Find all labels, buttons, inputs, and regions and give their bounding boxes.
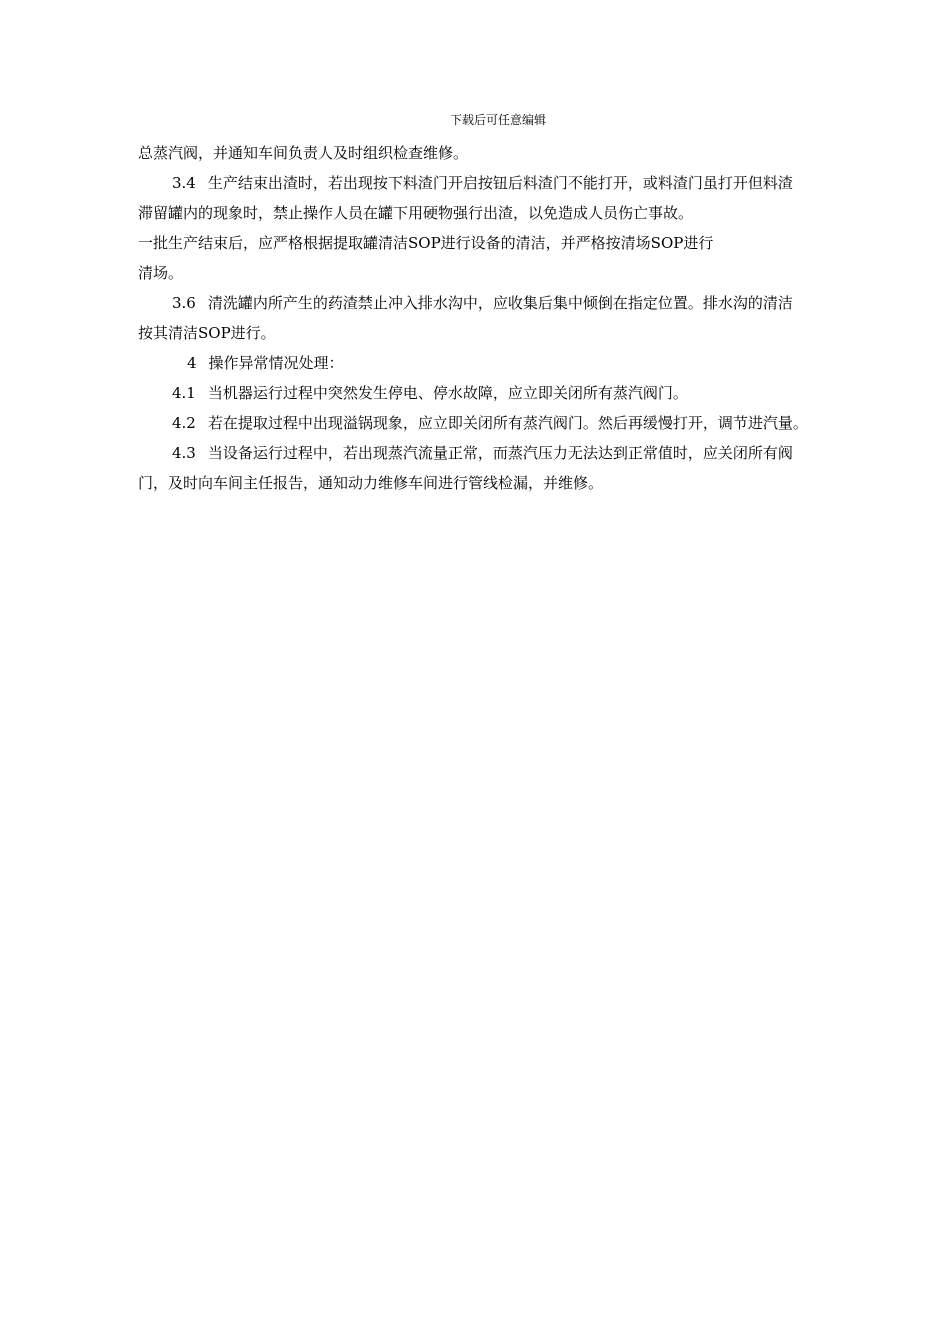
line-text: 总蒸汽阀，并通知车间负责人及时组织检查维修。 — [138, 144, 469, 162]
line-text: 当设备运行过程中，若出现蒸汽流量正常，而蒸汽压力无法达到正常值时，应关闭所有阀 — [207, 444, 793, 462]
page-header — [0, 112, 950, 128]
paragraph-line — [138, 380, 878, 410]
header-text: 下载后可任意编辑 — [449, 113, 546, 127]
line-text: 清洗罐内所产生的药渣禁止冲入排水沟中，应收集后集中倾倒在指定位置。排水沟的清洁 — [207, 294, 793, 312]
paragraph-line — [138, 200, 878, 230]
line-text: 按其清洁SOP进行。 — [138, 324, 276, 342]
line-text: 门，及时向车间主任报告，通知动力维修车间进行管线检漏，并维修。 — [138, 474, 604, 492]
section-heading — [138, 350, 878, 380]
line-text: 清场。 — [138, 264, 184, 282]
paragraph-line — [138, 170, 878, 200]
line-text: 若在提取过程中出现溢锅现象，应立即关闭所有蒸汽阀门。然后再缓慢打开，调节进汽量。 — [207, 414, 808, 432]
paragraph-line — [138, 290, 878, 320]
paragraph-line — [138, 410, 878, 440]
section-number: 4.2 — [172, 414, 196, 432]
line-text: 滞留罐内的现象时，禁止操作人员在罐下用硬物强行出渣，以免造成人员伤亡事故。 — [138, 204, 694, 222]
section-number: 4 — [187, 354, 197, 372]
line-text: 生产结束出渣时，若出现按下料渣门开启按钮后料渣门不能打开，或料渣门虽打开但料渣 — [207, 174, 793, 192]
section-number: 4.3 — [172, 444, 196, 462]
paragraph-line — [138, 320, 878, 350]
paragraph-line — [138, 260, 878, 290]
line-text: 一批生产结束后，应严格根据提取罐清洁SOP进行设备的清洁，并严格按清场SOP进行 — [138, 234, 714, 252]
heading-text: 操作异常情况处理： — [208, 354, 344, 372]
paragraph-line — [138, 440, 878, 470]
section-number: 3.6 — [172, 294, 196, 312]
section-number: 3.4 — [172, 174, 196, 192]
paragraph-line — [138, 470, 878, 500]
paragraph-line — [138, 140, 878, 170]
document-body — [138, 140, 878, 500]
line-text: 当机器运行过程中突然发生停电、停水故障，应立即关闭所有蒸汽阀门。 — [207, 384, 688, 402]
section-number: 4.1 — [172, 384, 196, 402]
paragraph-line — [138, 230, 878, 260]
